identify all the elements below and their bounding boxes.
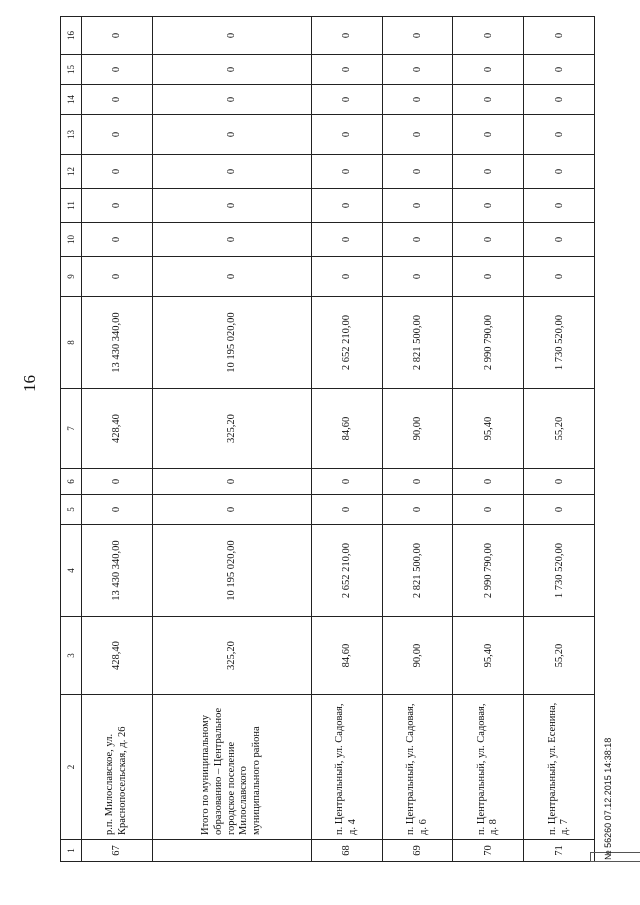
value-cell: 55,20 [524,389,595,469]
value-cell: 0 [82,469,153,495]
value-cell: 428,40 [82,617,153,695]
value-cell: 0 [152,257,311,297]
column-header: 5 [61,495,82,525]
value-cell: 0 [312,469,383,495]
registration-footer: № 56260 07.12.2015 14:38:18 [603,737,613,860]
column-header: 12 [61,155,82,189]
value-cell: 0 [453,257,524,297]
value-cell: 0 [312,257,383,297]
value-cell: 0 [453,223,524,257]
value-cell: 10 195 020,00 [152,525,311,617]
value-cell: 0 [524,495,595,525]
column-header: 8 [61,297,82,389]
value-cell: 2 652 210,00 [312,297,383,389]
value-cell: 0 [82,85,153,115]
data-table [60,16,595,862]
value-cell: 0 [312,495,383,525]
column-header: 2 [61,695,82,840]
value-cell: 0 [524,85,595,115]
row-number-cell: 71 [524,840,595,862]
value-cell: 0 [152,55,311,85]
value-cell: 2 821 500,00 [382,525,453,617]
value-cell: 0 [152,469,311,495]
column-header: 13 [61,115,82,155]
header-row [61,17,82,862]
value-cell: 0 [524,115,595,155]
value-cell: 0 [82,55,153,85]
value-cell: 0 [152,85,311,115]
value-cell: 0 [312,189,383,223]
value-cell: 0 [82,155,153,189]
value-cell: 0 [382,223,453,257]
table-row [82,17,153,862]
value-cell: 0 [82,115,153,155]
column-header: 16 [61,17,82,55]
value-cell: 90,00 [382,389,453,469]
address-cell: п. Центральный, ул. Садовая, д. 8 [453,695,524,840]
value-cell: 0 [453,17,524,55]
value-cell: 0 [382,495,453,525]
value-cell: 0 [382,469,453,495]
value-cell: 95,40 [453,617,524,695]
value-cell: 0 [312,17,383,55]
value-cell: 0 [382,115,453,155]
address-cell: п. Центральный, ул. Садовая, д. 4 [312,695,383,840]
value-cell: 84,60 [312,389,383,469]
value-cell: 325,20 [152,389,311,469]
value-cell: 13 430 340,00 [82,297,153,389]
value-cell: 0 [382,155,453,189]
value-cell: 0 [382,55,453,85]
value-cell: 13 430 340,00 [82,525,153,617]
value-cell: 0 [453,469,524,495]
value-cell: 0 [382,189,453,223]
value-cell: 0 [453,115,524,155]
value-cell: 0 [152,189,311,223]
value-cell: 1 730 520,00 [524,525,595,617]
column-header: 7 [61,389,82,469]
value-cell: 90,00 [382,617,453,695]
address-cell: п. Центральный, ул. Есенина, д. 7 [524,695,595,840]
table-row [453,17,524,862]
value-cell: 0 [524,223,595,257]
value-cell: 0 [152,155,311,189]
value-cell: 0 [82,257,153,297]
page-number: 16 [20,375,39,392]
column-header: 6 [61,469,82,495]
value-cell: 0 [152,495,311,525]
column-header: 15 [61,55,82,85]
value-cell: 0 [312,55,383,85]
value-cell: 0 [524,189,595,223]
value-cell: 0 [312,85,383,115]
value-cell: 0 [382,257,453,297]
value-cell: 0 [524,55,595,85]
value-cell: 0 [524,257,595,297]
table-row [524,17,595,862]
table-row [312,17,383,862]
row-number-cell: 69 [382,840,453,862]
value-cell: 2 821 500,00 [382,297,453,389]
row-number-cell: 68 [312,840,383,862]
table-row [152,17,311,862]
column-header: 1 [61,840,82,862]
value-cell: 0 [312,155,383,189]
column-header: 3 [61,617,82,695]
column-header: 11 [61,189,82,223]
value-cell: 55,20 [524,617,595,695]
value-cell: 0 [82,17,153,55]
table-wrapper [60,17,595,862]
value-cell: 0 [152,17,311,55]
value-cell: 0 [453,495,524,525]
row-number-cell: 67 [82,840,153,862]
value-cell: 0 [524,469,595,495]
row-number-cell: 70 [453,840,524,862]
value-cell: 0 [82,189,153,223]
value-cell: 325,20 [152,617,311,695]
value-cell: 0 [152,223,311,257]
value-cell: 2 990 790,00 [453,297,524,389]
value-cell: 84,60 [312,617,383,695]
column-header: 14 [61,85,82,115]
column-header: 10 [61,223,82,257]
value-cell: 0 [382,85,453,115]
value-cell: 0 [82,223,153,257]
value-cell: 2 990 790,00 [453,525,524,617]
value-cell: 0 [312,223,383,257]
value-cell: 95,40 [453,389,524,469]
value-cell: 0 [453,55,524,85]
value-cell: 0 [82,495,153,525]
address-cell: п. Центральный, ул. Садовая, д. 6 [382,695,453,840]
value-cell: 0 [382,17,453,55]
value-cell: 0 [524,17,595,55]
value-cell: 0 [152,115,311,155]
address-cell: Итого по муниципальному образованию – Центральное городское поселение Милославского муниципального района [152,695,311,840]
column-header: 4 [61,525,82,617]
value-cell: 10 195 020,00 [152,297,311,389]
value-cell: 0 [453,155,524,189]
address-cell: р.п. Милославское, ул. Краснопосельская, д. 26 [82,695,153,840]
column-header: 9 [61,257,82,297]
value-cell: 2 652 210,00 [312,525,383,617]
registry-stamp [590,852,640,862]
value-cell: 428,40 [82,389,153,469]
value-cell: 0 [453,85,524,115]
value-cell: 0 [524,155,595,189]
row-number-cell [152,840,311,862]
value-cell: 1 730 520,00 [524,297,595,389]
value-cell: 0 [312,115,383,155]
value-cell: 0 [453,189,524,223]
table-row [382,17,453,862]
